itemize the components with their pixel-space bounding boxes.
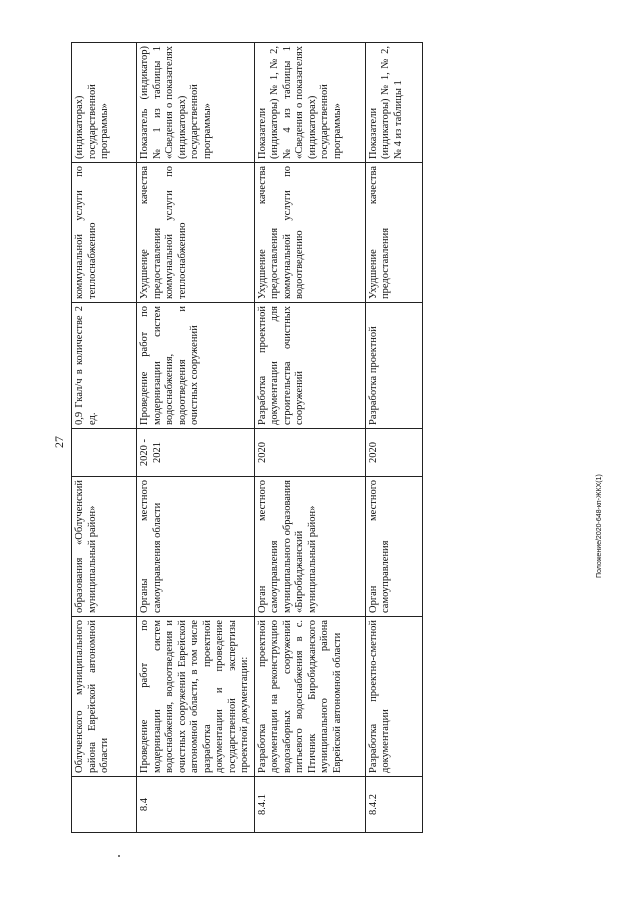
responsible-executor: образования «Облученский муниципальный район» [72,477,137,617]
responsible-executor: Орган местного самоуправления муниципального образования «Биробиджанский муниципальный район» [254,477,365,617]
scan-speck [118,855,120,857]
non-implementation-consequence: коммунальной услуги по теплоснабжению [72,163,137,303]
non-implementation-consequence: Ухудшение качества предоставления [365,163,422,303]
row-number [72,777,137,833]
non-implementation-consequence: Ухудшение качества предоставления коммунальной услуги по водоотведению [254,163,365,303]
expected-result: 0,9 Гкал/ч в количестве 2 ед. [72,303,137,429]
indicator-link: Показатели (индикаторы) № 1, № 2, № 4 из таблицы 1 «Сведения о показателях (индикаторах) государственной программы» [254,43,365,163]
expected-result: Разработка проектной [365,303,422,429]
table-row [254,43,365,833]
activity-name: Разработка проектной документации на реконструкцию водозаборных сооружений питьевого водоснабжения в с. Птичник Биробиджанского муниципального района Еврейской автономной области [254,617,365,777]
implementation-period: 2020 [365,429,422,477]
activity-name: Проведение работ по модернизации систем водоснабжения, водоотведения и очистных сооружений Еврейской автономной области, в том числе разработка проектной документации и проведение государственной экспертизы проектной документации: [137,617,255,777]
expected-result: Разработка проектной документации для строительства очистных сооружений [254,303,365,429]
program-activities-table [71,42,423,833]
activity-name: Разработка проектно-сметной документации [365,617,422,777]
implementation-period: 2020 [254,429,365,477]
expected-result: Проведение работ по модернизации систем водоснабжения, водоотведения и очистных сооружений [137,303,255,429]
program-table-sheet [71,43,513,833]
table-row [72,43,137,833]
indicator-link: Показатель (индикатор) № 1 из таблицы 1 «Сведения о показателях (индикаторах) государственной программы» [137,43,255,163]
indicator-link: Показатели (индикаторы) № 1, № 2, № 4 из таблицы 1 [365,43,422,163]
document-reference: Положение/2020-648-кп-ЖКХ(1) [596,474,603,578]
page-number: 27 [52,436,66,448]
non-implementation-consequence: Ухудшение качества предоставления коммунальной услуги по теплоснабжению [137,163,255,303]
row-number: 8.4 [137,777,255,833]
responsible-executor: Органы местного самоуправления области [137,477,255,617]
implementation-period: 2020 - 2021 [137,429,255,477]
responsible-executor: Орган местного самоуправления [365,477,422,617]
indicator-link: (индикаторах) государственной программы» [72,43,137,163]
row-number: 8.4.1 [254,777,365,833]
implementation-period [72,429,137,477]
table-row [365,43,422,833]
row-number: 8.4.2 [365,777,422,833]
activity-name: Облученского муниципального района Еврейской автономной области [72,617,137,777]
table-row [137,43,255,833]
